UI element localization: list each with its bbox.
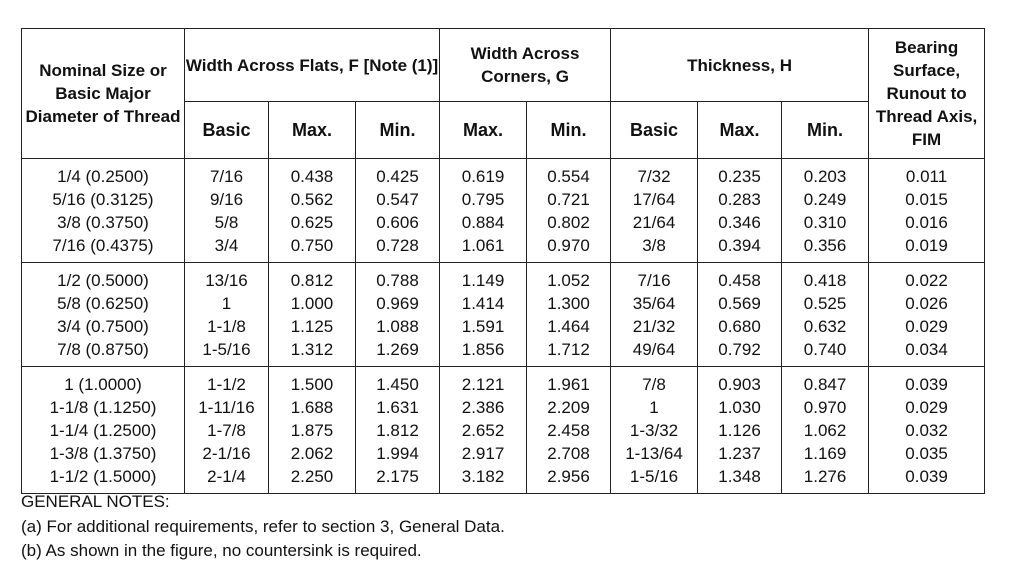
table-row xyxy=(22,396,985,419)
table-cell: 17/64 xyxy=(611,188,698,211)
general-notes-title: GENERAL NOTES: xyxy=(21,492,170,511)
table-cell: 0.458 xyxy=(698,263,782,293)
table-cell: 1-1/2 (1.5000) xyxy=(22,465,185,494)
table-row xyxy=(22,188,985,211)
table-cell: 1.030 xyxy=(698,396,782,419)
table-cell: 0.026 xyxy=(869,292,985,315)
table-cell: 7/8 xyxy=(611,367,698,397)
table-cell: 1.126 xyxy=(698,419,782,442)
table-cell: 0.970 xyxy=(782,396,869,419)
header-width-across-flats: Width Across Flats, F [Note (1)] xyxy=(185,29,440,102)
table-cell: 0.418 xyxy=(782,263,869,293)
table-cell: 0.750 xyxy=(269,234,356,263)
table-cell: 1.812 xyxy=(356,419,440,442)
table-cell: 2.708 xyxy=(527,442,611,465)
table-cell: 0.394 xyxy=(698,234,782,263)
table-row xyxy=(22,367,985,397)
table-cell: 2.175 xyxy=(356,465,440,494)
table-cell: 5/8 (0.6250) xyxy=(22,292,185,315)
table-cell: 0.438 xyxy=(269,159,356,189)
table-row xyxy=(22,442,985,465)
table-cell: 49/64 xyxy=(611,338,698,367)
table-cell: 1-7/8 xyxy=(185,419,269,442)
table-cell: 0.619 xyxy=(440,159,527,189)
table-cell: 0.346 xyxy=(698,211,782,234)
table-cell: 1-5/16 xyxy=(185,338,269,367)
table-cell: 1-1/8 xyxy=(185,315,269,338)
table-cell: 0.680 xyxy=(698,315,782,338)
table-cell: 1-3/8 (1.3750) xyxy=(22,442,185,465)
table-cell: 5/16 (0.3125) xyxy=(22,188,185,211)
table-cell: 1 xyxy=(611,396,698,419)
table-cell: 0.249 xyxy=(782,188,869,211)
table-cell: 0.425 xyxy=(356,159,440,189)
table-cell: 1-1/2 xyxy=(185,367,269,397)
table-cell: 0.795 xyxy=(440,188,527,211)
table-cell: 0.606 xyxy=(356,211,440,234)
table-cell: 1.414 xyxy=(440,292,527,315)
table-cell: 1.000 xyxy=(269,292,356,315)
subheader-thickness-basic: Basic xyxy=(611,102,698,159)
table-cell: 0.721 xyxy=(527,188,611,211)
table-cell: 2-1/4 xyxy=(185,465,269,494)
table-cell: 0.011 xyxy=(869,159,985,189)
table-cell: 7/16 (0.4375) xyxy=(22,234,185,263)
note-a: (a) For additional requirements, refer to section 3, General Data. xyxy=(21,516,505,536)
table-cell: 3.182 xyxy=(440,465,527,494)
subheader-corners-min: Min. xyxy=(527,102,611,159)
table-cell: 7/32 xyxy=(611,159,698,189)
table-cell: 1.088 xyxy=(356,315,440,338)
size-group xyxy=(22,263,985,367)
table-cell: 2-1/16 xyxy=(185,442,269,465)
table-cell: 1.300 xyxy=(527,292,611,315)
table-cell: 0.802 xyxy=(527,211,611,234)
general-notes xyxy=(21,490,505,564)
table-cell: 1/2 (0.5000) xyxy=(22,263,185,293)
subheader-flats-max: Max. xyxy=(269,102,356,159)
subheader-thickness-max: Max. xyxy=(698,102,782,159)
table-cell: 7/16 xyxy=(611,263,698,293)
table-cell: 0.035 xyxy=(869,442,985,465)
table-cell: 1-5/16 xyxy=(611,465,698,494)
table-cell: 0.029 xyxy=(869,396,985,419)
table-cell: 0.812 xyxy=(269,263,356,293)
table-cell: 0.970 xyxy=(527,234,611,263)
table-cell: 1-11/16 xyxy=(185,396,269,419)
subheader-thickness-min: Min. xyxy=(782,102,869,159)
size-group xyxy=(22,367,985,494)
table-cell: 35/64 xyxy=(611,292,698,315)
table-cell: 1 xyxy=(185,292,269,315)
table-cell: 1 (1.0000) xyxy=(22,367,185,397)
table-cell: 0.032 xyxy=(869,419,985,442)
table-cell: 1.052 xyxy=(527,263,611,293)
subheader-flats-basic: Basic xyxy=(185,102,269,159)
table-cell: 0.029 xyxy=(869,315,985,338)
table-cell: 1.062 xyxy=(782,419,869,442)
table-cell: 1.464 xyxy=(527,315,611,338)
table-cell: 0.562 xyxy=(269,188,356,211)
table-cell: 0.632 xyxy=(782,315,869,338)
table-cell: 21/32 xyxy=(611,315,698,338)
table-cell: 1.061 xyxy=(440,234,527,263)
table-cell: 1/4 (0.2500) xyxy=(22,159,185,189)
table-cell: 0.203 xyxy=(782,159,869,189)
header-thickness: Thickness, H xyxy=(611,29,869,102)
table-cell: 1.591 xyxy=(440,315,527,338)
table-cell: 0.019 xyxy=(869,234,985,263)
table-cell: 0.015 xyxy=(869,188,985,211)
table-cell: 9/16 xyxy=(185,188,269,211)
table-cell: 1.875 xyxy=(269,419,356,442)
table-cell: 0.356 xyxy=(782,234,869,263)
table-cell: 0.847 xyxy=(782,367,869,397)
table-cell: 3/4 (0.7500) xyxy=(22,315,185,338)
table-cell: 0.728 xyxy=(356,234,440,263)
table-cell: 1.450 xyxy=(356,367,440,397)
table-cell: 1.312 xyxy=(269,338,356,367)
table-cell: 0.235 xyxy=(698,159,782,189)
table-cell: 1-1/8 (1.1250) xyxy=(22,396,185,419)
table-cell: 0.310 xyxy=(782,211,869,234)
table-cell: 2.652 xyxy=(440,419,527,442)
table-header xyxy=(22,29,985,159)
table-cell: 1-13/64 xyxy=(611,442,698,465)
header-nominal-size: Nominal Size or Basic Major Diameter of Thread xyxy=(22,29,185,159)
table-cell: 0.022 xyxy=(869,263,985,293)
table-cell: 1.276 xyxy=(782,465,869,494)
table-cell: 0.039 xyxy=(869,465,985,494)
table-row xyxy=(22,419,985,442)
size-group xyxy=(22,159,985,263)
table-cell: 5/8 xyxy=(185,211,269,234)
table-cell: 0.554 xyxy=(527,159,611,189)
table-cell: 0.740 xyxy=(782,338,869,367)
table-cell: 3/8 xyxy=(611,234,698,263)
table-cell: 2.062 xyxy=(269,442,356,465)
table-cell: 0.884 xyxy=(440,211,527,234)
subheader-flats-min: Min. xyxy=(356,102,440,159)
table-cell: 0.788 xyxy=(356,263,440,293)
header-bearing-surface-runout: Bearing Surface, Runout to Thread Axis, FIM xyxy=(869,29,985,159)
table-row xyxy=(22,234,985,263)
table-cell: 3/4 xyxy=(185,234,269,263)
table-cell: 2.121 xyxy=(440,367,527,397)
table-cell: 1.688 xyxy=(269,396,356,419)
table-cell: 1.856 xyxy=(440,338,527,367)
table-cell: 21/64 xyxy=(611,211,698,234)
table-cell: 1-3/32 xyxy=(611,419,698,442)
table-cell: 0.016 xyxy=(869,211,985,234)
table-cell: 2.209 xyxy=(527,396,611,419)
table-row xyxy=(22,159,985,189)
table-row xyxy=(22,211,985,234)
table-cell: 0.969 xyxy=(356,292,440,315)
table-cell: 1.961 xyxy=(527,367,611,397)
header-width-across-corners: Width Across Corners, G xyxy=(440,29,611,102)
table-cell: 13/16 xyxy=(185,263,269,293)
table-cell: 2.917 xyxy=(440,442,527,465)
table-cell: 0.525 xyxy=(782,292,869,315)
table-cell: 7/8 (0.8750) xyxy=(22,338,185,367)
table-cell: 1.500 xyxy=(269,367,356,397)
table-cell: 2.458 xyxy=(527,419,611,442)
subheader-corners-max: Max. xyxy=(440,102,527,159)
table-cell: 0.034 xyxy=(869,338,985,367)
table-cell: 0.547 xyxy=(356,188,440,211)
table-cell: 2.956 xyxy=(527,465,611,494)
table-cell: 1.269 xyxy=(356,338,440,367)
table-cell: 1.237 xyxy=(698,442,782,465)
table-cell: 0.039 xyxy=(869,367,985,397)
table-cell: 1.712 xyxy=(527,338,611,367)
table-cell: 2.250 xyxy=(269,465,356,494)
hex-nut-dimensions-table xyxy=(21,28,985,494)
table-cell: 0.569 xyxy=(698,292,782,315)
table-cell: 3/8 (0.3750) xyxy=(22,211,185,234)
table-cell: 1-1/4 (1.2500) xyxy=(22,419,185,442)
table-row xyxy=(22,263,985,293)
table-cell: 1.169 xyxy=(782,442,869,465)
table-cell: 1.994 xyxy=(356,442,440,465)
table-cell: 0.792 xyxy=(698,338,782,367)
note-b: (b) As shown in the figure, no countersink is required. xyxy=(21,541,422,560)
table-cell: 1.125 xyxy=(269,315,356,338)
table-cell: 1.149 xyxy=(440,263,527,293)
table-cell: 0.903 xyxy=(698,367,782,397)
table-row xyxy=(22,292,985,315)
table-cell: 0.625 xyxy=(269,211,356,234)
table-cell: 1.631 xyxy=(356,396,440,419)
table-cell: 7/16 xyxy=(185,159,269,189)
table-cell: 2.386 xyxy=(440,396,527,419)
table-row xyxy=(22,315,985,338)
table-cell: 1.348 xyxy=(698,465,782,494)
table-row xyxy=(22,338,985,367)
table-cell: 0.283 xyxy=(698,188,782,211)
